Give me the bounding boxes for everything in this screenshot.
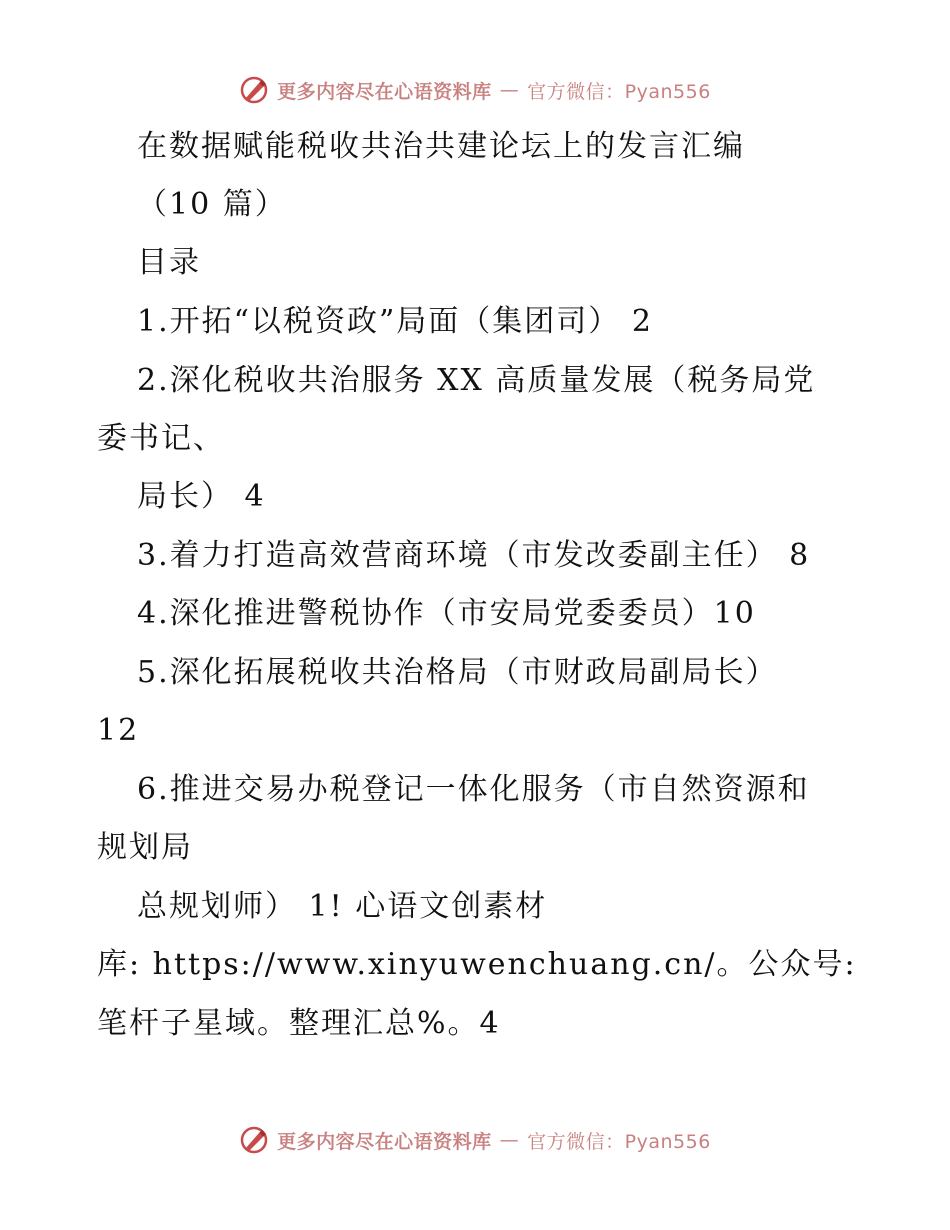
toc-line: 12 (97, 713, 140, 748)
watermark-contact: 官方微信：Pyan556 (527, 80, 711, 103)
toc-line: 规划局 (97, 830, 193, 865)
document-title-line2: （10 篇） (137, 187, 287, 222)
toc-line: 6.推进交易办税登记一体化服务（市自然资源和 (137, 772, 810, 807)
toc-line: 委书记、 (97, 421, 225, 456)
toc-line: 总规划师） 1! 心语文创素材 (137, 889, 548, 924)
watermark-dash: — (499, 79, 520, 101)
footer-watermark (0, 1120, 950, 1160)
watermark-text: 更多内容尽在心语资料库 (277, 80, 492, 103)
watermark-contact: 官方微信：Pyan556 (527, 1130, 711, 1153)
header-watermark (0, 70, 950, 110)
document-title-line1: 在数据赋能税收共治共建论坛上的发言汇编 (137, 129, 745, 164)
watermark-dash: — (499, 1129, 520, 1151)
toc-line: 2.深化税收共治服务 XX 高质量发展（税务局党 (137, 363, 816, 398)
toc-line: 局长） 4 (137, 479, 266, 514)
pen-logo-icon (239, 75, 269, 105)
toc-line: 5.深化拓展税收共治格局（市财政局副局长） (137, 655, 778, 690)
watermark-text: 更多内容尽在心语资料库 (277, 1130, 492, 1153)
toc-line: 笔杆子星域。整理汇总%。4 (97, 1006, 501, 1041)
toc-line: 1.开拓“以税资政”局面（集团司） 2 (137, 304, 653, 339)
toc-heading: 目录 (137, 245, 201, 280)
toc-line: 4.深化推进警税协作（市安局党委委员）10 (137, 596, 756, 631)
toc-line: 库: https://www.xinyuwenchuang.cn/。公众号: (97, 947, 857, 982)
pen-logo-icon (239, 1125, 269, 1155)
toc-line: 3.着力打造高效营商环境（市发改委副主任） 8 (137, 538, 811, 573)
